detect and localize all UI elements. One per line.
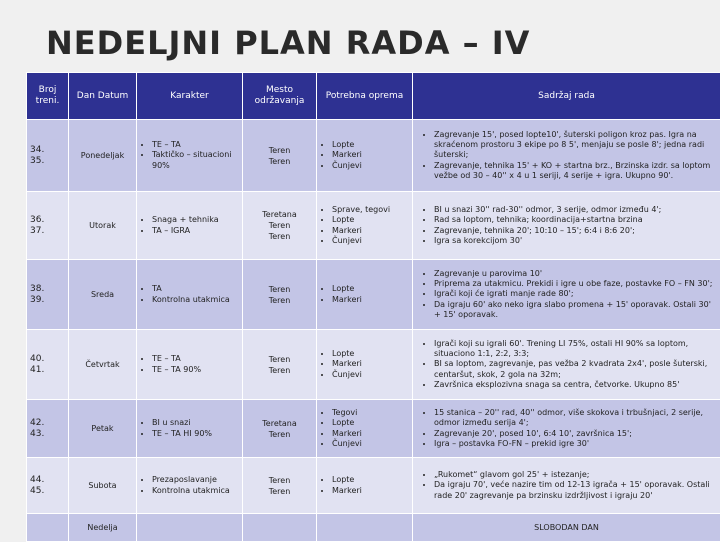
content-item: • Zagrevanje, tehnika 15' + KO + startna brz., Brzinska izdr. sa loptom vežbe od 30 – 40'' x 4 u 1 seriji, 4 serije + igra. Ukupno 90'. bbox=[434, 161, 717, 181]
location-cell bbox=[243, 400, 317, 458]
equipment-list bbox=[320, 349, 409, 380]
training-number: 41. bbox=[30, 365, 65, 376]
training-number: 37. bbox=[30, 226, 65, 237]
character-list bbox=[140, 284, 239, 304]
character-list bbox=[140, 140, 239, 171]
table-header-row bbox=[27, 73, 720, 120]
character-list bbox=[140, 475, 239, 495]
equipment-item: • Čunjevi bbox=[332, 370, 409, 380]
day-cell: Utorak bbox=[69, 192, 137, 260]
equipment-item: • Markeri bbox=[332, 359, 409, 369]
location-cell bbox=[243, 260, 317, 330]
content-item: • „Rukomet“ glavom gol 25' + istezanje; bbox=[434, 470, 717, 480]
training-number-cell bbox=[27, 458, 69, 514]
location-cell bbox=[243, 514, 317, 542]
equipment-item: • Čunjevi bbox=[332, 161, 409, 171]
equipment-cell bbox=[317, 192, 413, 260]
character-item: • BI u snazi bbox=[152, 418, 239, 428]
training-number-cell bbox=[27, 330, 69, 400]
equipment-list bbox=[320, 408, 409, 449]
content-cell bbox=[413, 458, 720, 514]
location-line: Teren bbox=[246, 231, 313, 242]
equipment-list bbox=[320, 140, 409, 171]
content-cell bbox=[413, 120, 720, 192]
content-cell bbox=[413, 330, 720, 400]
location-line: Teren bbox=[246, 486, 313, 497]
content-list bbox=[416, 269, 717, 320]
training-number: 42. bbox=[30, 418, 65, 429]
location-cell bbox=[243, 192, 317, 260]
table-row bbox=[27, 400, 720, 458]
content-cell bbox=[413, 260, 720, 330]
equipment-cell bbox=[317, 120, 413, 192]
training-number: 45. bbox=[30, 486, 65, 497]
location-lines bbox=[246, 418, 313, 440]
training-number: 40. bbox=[30, 354, 65, 365]
character-item: • Taktičko – situacioni 90% bbox=[152, 150, 239, 170]
content-item: • Da igraju 70', veće nazire tim od 12-13 igrača + 15' oporavak. Ostali rade 20' zagrevanje pa brzinsku izdržljivost i igraju 20' bbox=[434, 480, 717, 500]
content-item: • Zagrevanje u parovima 10' bbox=[434, 269, 717, 279]
location-line: Teren bbox=[246, 365, 313, 376]
location-cell bbox=[243, 330, 317, 400]
equipment-item: • Markeri bbox=[332, 226, 409, 236]
location-lines bbox=[246, 145, 313, 167]
location-line: Teren bbox=[246, 156, 313, 167]
character-cell bbox=[137, 514, 243, 542]
day-cell: Sreda bbox=[69, 260, 137, 330]
character-item: • TA – IGRA bbox=[152, 226, 239, 236]
location-line: Teren bbox=[246, 429, 313, 440]
header-broj: Broj treni. bbox=[27, 73, 69, 120]
header-mesto: Mesto održavanja bbox=[243, 73, 317, 120]
header-karakter: Karakter bbox=[137, 73, 243, 120]
table-row bbox=[27, 330, 720, 400]
location-line: Teren bbox=[246, 220, 313, 231]
character-cell bbox=[137, 458, 243, 514]
table-row bbox=[27, 192, 720, 260]
character-cell bbox=[137, 330, 243, 400]
location-lines bbox=[246, 475, 313, 497]
content-list bbox=[416, 205, 717, 246]
training-number: 39. bbox=[30, 295, 65, 306]
character-list bbox=[140, 354, 239, 374]
location-lines bbox=[246, 354, 313, 376]
character-item: • TE – TA 90% bbox=[152, 365, 239, 375]
equipment-cell bbox=[317, 330, 413, 400]
equipment-item: • Markeri bbox=[332, 486, 409, 496]
character-item: • TE – TA bbox=[152, 354, 239, 364]
training-number: 36. bbox=[30, 215, 65, 226]
equipment-item: • Čunjevi bbox=[332, 236, 409, 246]
training-number: 34. bbox=[30, 145, 65, 156]
training-number: 35. bbox=[30, 156, 65, 167]
content-item: • Igrači koji su igrali 60'. Trening LI 75%, ostali HI 90% sa loptom, situaciono 1:1, 2:2, 3:3; bbox=[434, 339, 717, 359]
equipment-cell bbox=[317, 514, 413, 542]
table-row bbox=[27, 458, 720, 514]
location-cell bbox=[243, 458, 317, 514]
weekly-plan-table bbox=[26, 72, 720, 542]
day-cell: Subota bbox=[69, 458, 137, 514]
equipment-item: • Lopte bbox=[332, 140, 409, 150]
content-item: • Igra sa korekcijom 30' bbox=[434, 236, 717, 246]
content-item: • Završnica eksplozivna snaga sa centra, četvorke. Ukupno 85' bbox=[434, 380, 717, 390]
content-item: • Igra – postavka FO-FN – prekid igre 30' bbox=[434, 439, 717, 449]
character-item: • Snaga + tehnika bbox=[152, 215, 239, 225]
content-item: • 15 stanica – 20'' rad, 40'' odmor, više skokova i trbušnjaci, 2 serije, odmor između serija 4'; bbox=[434, 408, 717, 428]
day-cell: Ponedeljak bbox=[69, 120, 137, 192]
character-item: • Kontrolna utakmica bbox=[152, 295, 239, 305]
training-number-cell bbox=[27, 514, 69, 542]
location-lines bbox=[246, 284, 313, 306]
training-number-cell bbox=[27, 260, 69, 330]
table-row-sunday bbox=[27, 514, 720, 542]
content-item: • BI sa loptom, zagrevanje, pas vežba 2 kvadrata 2x4', posle šuterski, centaršut, skok, 2 gola na 32m; bbox=[434, 359, 717, 379]
location-line: Teren bbox=[246, 284, 313, 295]
training-number-cell bbox=[27, 192, 69, 260]
day-cell: Četvrtak bbox=[69, 330, 137, 400]
equipment-item: • Lopte bbox=[332, 475, 409, 485]
equipment-item: • Tegovi bbox=[332, 408, 409, 418]
character-cell bbox=[137, 192, 243, 260]
content-item: • Igrači koji će igrati manje rade 80'; bbox=[434, 289, 717, 299]
location-line: Teren bbox=[246, 145, 313, 156]
training-number-cell bbox=[27, 400, 69, 458]
content-item: • Zagrevanje 20', posed 10', 6:4 10', završnica 15'; bbox=[434, 429, 717, 439]
equipment-list bbox=[320, 475, 409, 495]
equipment-cell bbox=[317, 458, 413, 514]
header-dan: Dan Datum bbox=[69, 73, 137, 120]
content-cell bbox=[413, 400, 720, 458]
content-list bbox=[416, 408, 717, 449]
content-list bbox=[416, 130, 717, 181]
day-cell: Petak bbox=[69, 400, 137, 458]
character-cell bbox=[137, 260, 243, 330]
content-item: • Zagrevanje, tehnika 20'; 10:10 – 15'; 6:4 i 8:6 20'; bbox=[434, 226, 717, 236]
content-list bbox=[416, 339, 717, 390]
content-item: • Zagrevanje 15', posed lopte10', šuterski poligon kroz pas. Igra na skraćenom prostoru 3 ekipe po 8 5', menjaju se posle 8'; jedna radi šuterski; bbox=[434, 130, 717, 161]
content-cell bbox=[413, 192, 720, 260]
location-line: Teren bbox=[246, 354, 313, 365]
location-line: Teren bbox=[246, 295, 313, 306]
equipment-item: • Lopte bbox=[332, 215, 409, 225]
character-cell bbox=[137, 120, 243, 192]
training-number: 38. bbox=[30, 284, 65, 295]
equipment-item: • Lopte bbox=[332, 284, 409, 294]
equipment-list bbox=[320, 205, 409, 246]
character-item: • TE – TA bbox=[152, 140, 239, 150]
equipment-item: • Markeri bbox=[332, 150, 409, 160]
content-item: • Priprema za utakmicu. Prekidi i igre u obe faze, postavke FO – FN 30'; bbox=[434, 279, 717, 289]
content-item: • Da igraju 60' ako neko igra slabo promena + 15' oporavak. Ostali 30' + 15' oporavak. bbox=[434, 300, 717, 320]
equipment-item: • Markeri bbox=[332, 295, 409, 305]
character-item: • Kontrolna utakmica bbox=[152, 486, 239, 496]
training-number-cell bbox=[27, 120, 69, 192]
table-row bbox=[27, 260, 720, 330]
location-line: Teren bbox=[246, 475, 313, 486]
content-list bbox=[416, 470, 717, 501]
page-title: NEDELJNI PLAN RADA – IV bbox=[46, 24, 530, 62]
equipment-list bbox=[320, 284, 409, 304]
equipment-item: • Lopte bbox=[332, 418, 409, 428]
character-list bbox=[140, 215, 239, 235]
location-line: Teretana bbox=[246, 209, 313, 220]
character-cell bbox=[137, 400, 243, 458]
day-cell: Nedelja bbox=[69, 514, 137, 542]
header-sadrzaj: Sadržaj rada bbox=[413, 73, 720, 120]
equipment-cell bbox=[317, 400, 413, 458]
character-item: • TA bbox=[152, 284, 239, 294]
equipment-cell bbox=[317, 260, 413, 330]
table-row bbox=[27, 120, 720, 192]
training-number: 44. bbox=[30, 475, 65, 486]
equipment-item: • Markeri bbox=[332, 429, 409, 439]
equipment-item: • Lopte bbox=[332, 349, 409, 359]
character-list bbox=[140, 418, 239, 438]
equipment-item: • Čunjevi bbox=[332, 439, 409, 449]
character-item: • TE – TA HI 90% bbox=[152, 429, 239, 439]
location-lines bbox=[246, 209, 313, 242]
location-line: Teretana bbox=[246, 418, 313, 429]
location-cell bbox=[243, 120, 317, 192]
content-item: • Rad sa loptom, tehnika; koordinacija+startna brzina bbox=[434, 215, 717, 225]
training-number: 43. bbox=[30, 429, 65, 440]
content-cell: SLOBODAN DAN bbox=[413, 514, 720, 542]
equipment-item: • Sprave, tegovi bbox=[332, 205, 409, 215]
header-oprema: Potrebna oprema bbox=[317, 73, 413, 120]
content-item: • BI u snazi 30'' rad-30'' odmor, 3 serije, odmor između 4'; bbox=[434, 205, 717, 215]
character-item: • Prezaposlavanje bbox=[152, 475, 239, 485]
